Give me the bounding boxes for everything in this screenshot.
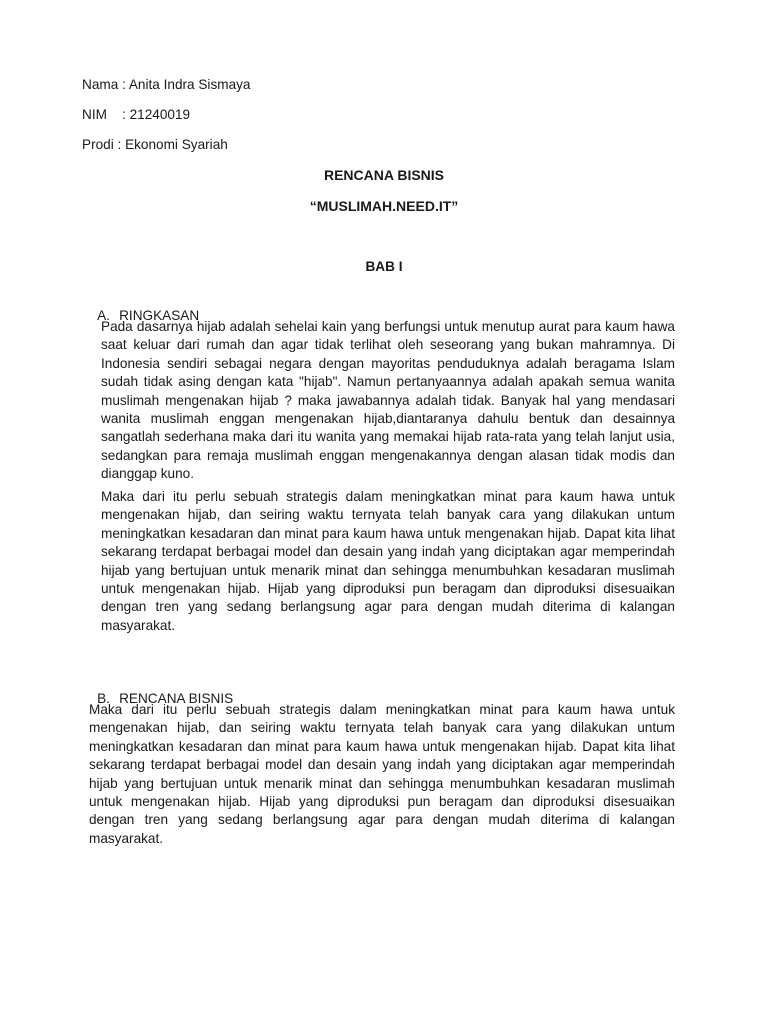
section-b-paragraph-1: Maka dari itu perlu sebuah strategis dalam meningkatkan minat para kaum hawa untuk mengenakan hijab, dan seiring waktu ternyata telah banyak cara yang dilakukan untum meningkatkan kesadaran dan minat para kaum hawa untuk mengenakan hijab. Dapat kita lihat sekarang terdapat berbagai model dan desain yang indah yang diciptakan agar memperindah hijab yang bertujuan untuk menarik minat dan sehingga menumbuhkan kesadaran muslimah untuk mengenakan hijab. Hijab yang diproduksi pun beragam dan diproduksi disesuaikan dengan tren yang sedang berlangsung agar para dengan mudah diterima di kalangan masyarakat.	[89, 702, 675, 846]
section-a-paragraph-1: Pada dasarnya hijab adalah sehelai kain yang berfungsi untuk menutup aurat para kaum hawa saat keluar dari rumah dan agar tidak terlihat oleh seseorang yang bukan mahramnya. Di Indonesia sendiri sebagai negara dengan mayoritas penduduknya adalah beragama Islam sudah tidak asing dengan kata "hijab". Namun pertanyaannya adalah apakah semua wanita muslimah mengenakan hijab ? maka jawabannya adalah tidak. Banyak hal yang mendasari wanita muslimah enggan mengenakan hijab,diantaranya dahulu bentuk dan desainnya sangatlah sederhana maka dari itu wanita yang memakai hijab rata-rata yang telah lanjut usia, sedangkan para remaja muslimah enggan mengenakannya dengan alasan tidak modis dan dianggap kuno.	[101, 319, 675, 482]
section-b-title: RENCANA BISNIS	[119, 691, 234, 706]
section-b-letter: B.	[97, 691, 110, 706]
student-nim: NIM : 21240019	[82, 107, 191, 122]
document-title: RENCANA BISNIS	[323, 167, 445, 183]
section-a-paragraph-2: Maka dari itu perlu sebuah strategis dalam meningkatkan minat para kaum hawa untuk mengenakan hijab, dan seiring waktu ternyata telah banyak cara yang dilakukan untum meningkatkan kesadaran dan minat para kaum hawa untuk mengenakan hijab. Dapat kita lihat sekarang terdapat berbagai model dan desain yang indah yang diciptakan agar memperindah hijab yang bertujuan untuk menarik minat dan sehingga menumbuhkan kesadaran muslimah untuk mengenakan hijab. Hijab yang diproduksi pun beragam dan diproduksi disesuaikan dengan tren yang sedang berlangsung agar para dengan mudah diterima di kalangan masyarakat.	[101, 489, 675, 633]
student-name: Nama : Anita Indra Sismaya	[82, 77, 251, 92]
chapter-title: BAB I	[365, 259, 403, 274]
study-program: Prodi : Ekonomi Syariah	[82, 137, 228, 152]
document-subtitle: “MUSLIMAH.NEED.IT”	[309, 198, 459, 214]
section-a-letter: A.	[97, 308, 110, 323]
section-a-title: RINGKASAN	[119, 308, 200, 323]
